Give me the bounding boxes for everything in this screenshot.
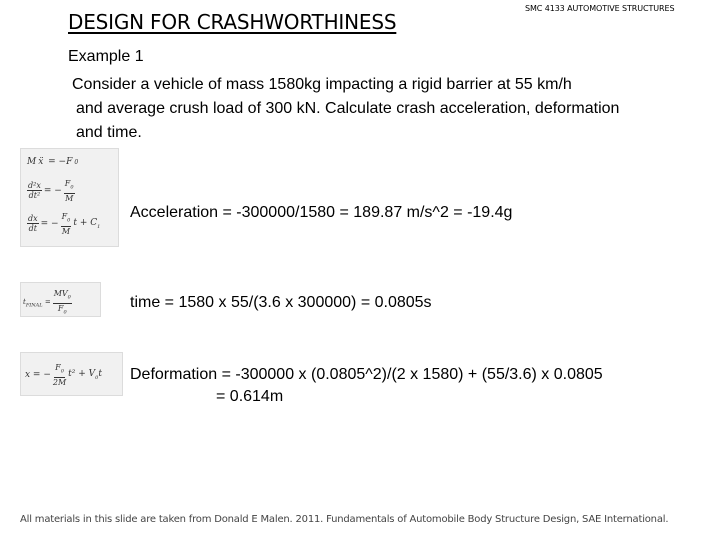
problem-line: and time. <box>76 124 142 141</box>
problem-line: Consider a vehicle of mass 1580kg impacting a rigid barrier at 55 km/h <box>72 76 572 93</box>
footer-citation: All materials in this slide are taken from Donald E Malen. 2011. Fundamentals of Automobile Body Structure Design, SAE International. <box>20 514 669 525</box>
deformation-result-value: = 0.614m <box>216 388 284 405</box>
problem-line: and average crush load of 300 kN. Calculate crash acceleration, deformation <box>76 100 620 117</box>
deformation-equation-image: x = − $\frac{F_0}{2M}$ $t^2 + V_0t$ <box>20 352 123 396</box>
deformation-result: Deformation = -300000 x (0.0805^2)/(2 x 1580) + (55/3.6) x 0.0805 <box>130 366 603 383</box>
final-time-equation-image: $t_{FINAL}$ = $\frac{MV_0}{F_0}$ <box>20 282 101 317</box>
slide-title: DESIGN FOR CRASHWORTHINESS <box>68 10 397 34</box>
equations-of-motion-image: M ẍ = −F 0 $\frac{\text{d²x}}{\text{dt²}}$ = − $\frac{F_0}{M}$ $\frac{dx}{dt}$ = − $\frac{F_0}{M}$ $t + C_1$ <box>20 148 119 247</box>
example-heading: Example 1 <box>68 48 144 65</box>
acceleration-result: Acceleration = -300000/1580 = 189.87 m/s^2 = -19.4g <box>130 204 513 221</box>
problem-statement <box>72 73 702 145</box>
time-result: time = 1580 x 55/(3.6 x 300000) = 0.0805s <box>130 294 432 311</box>
course-label: SMC 4133 AUTOMOTIVE STRUCTURES <box>525 4 675 13</box>
